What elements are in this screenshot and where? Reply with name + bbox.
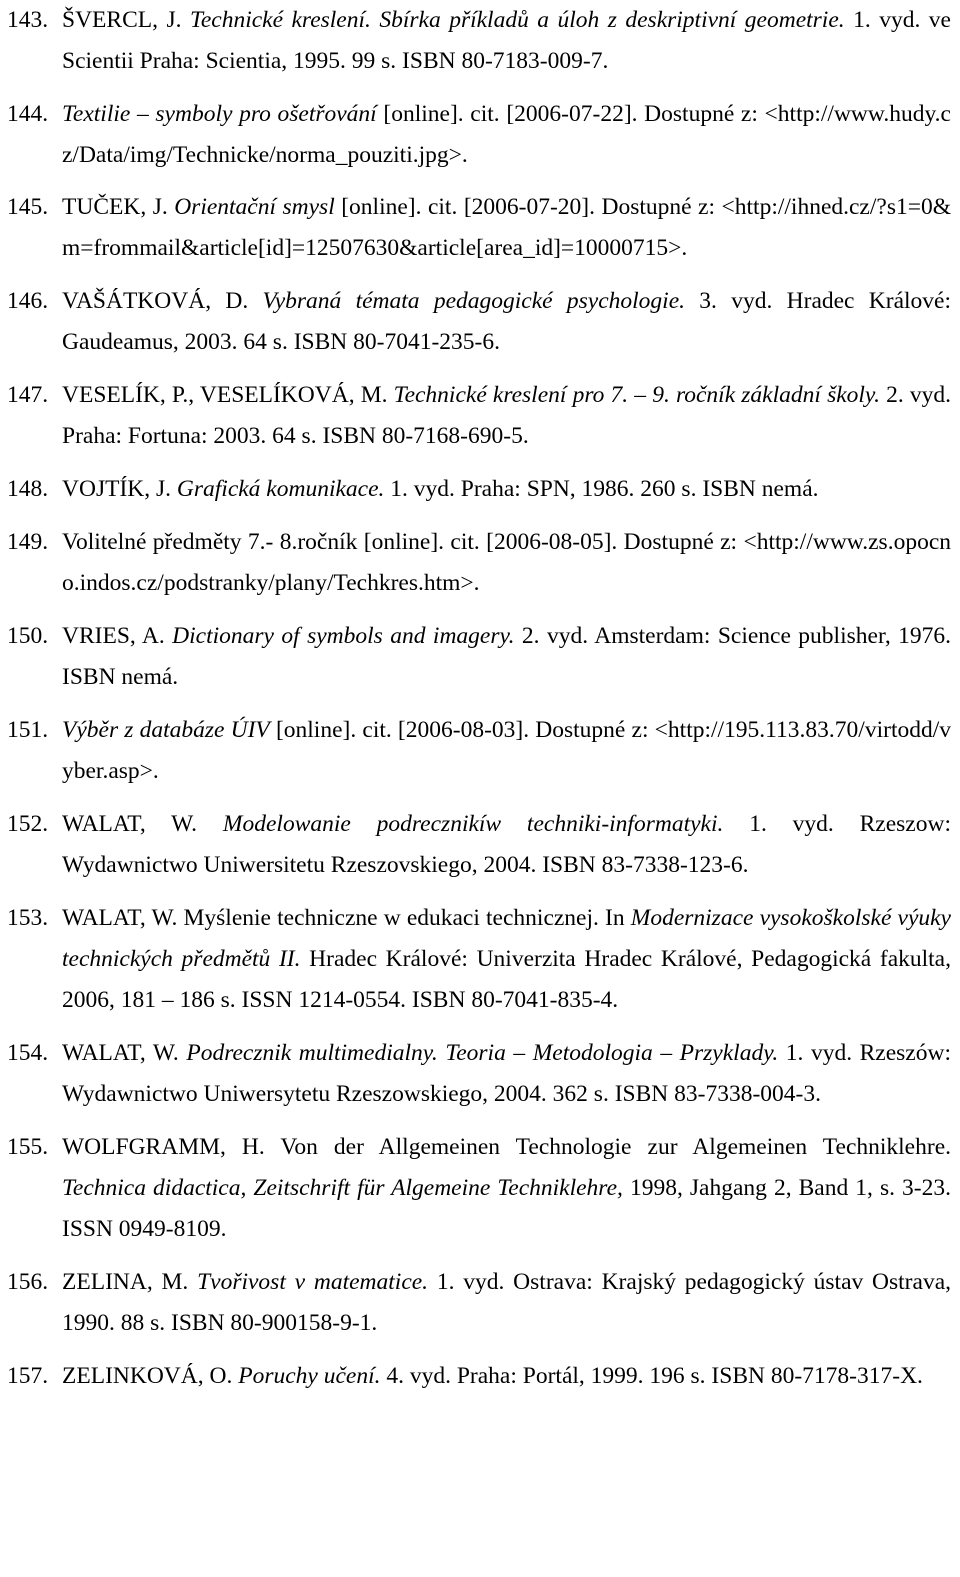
reference-number: 144.	[7, 101, 49, 127]
reference-number: 148.	[7, 476, 49, 502]
reference-segment: TUČEK, J.	[62, 194, 175, 220]
reference-segment: [online]. cit. [2006-08-03]. Dostupné z:	[269, 717, 655, 743]
reference-number: 157.	[7, 1363, 49, 1389]
reference-text	[62, 187, 951, 269]
reference-entry	[7, 1127, 951, 1250]
reference-segment: 1998, Jahgang 2, Band 1, s. 3-23. ISSN 0949-8109.	[62, 1175, 951, 1242]
reference-text	[62, 898, 951, 1021]
reference-title: Technické kreslení pro 7. – 9. ročník základní školy.	[393, 382, 880, 408]
reference-title: Modelowanie podrecznikíw techniki-informatyki.	[222, 811, 724, 837]
reference-number: 155.	[7, 1134, 49, 1160]
reference-title: Poruchy učení.	[238, 1363, 381, 1389]
reference-title: Grafická komunikace.	[176, 476, 385, 502]
reference-title: Vybraná témata pedagogické psychologie.	[262, 288, 686, 314]
reference-number: 149.	[7, 529, 49, 555]
reference-number: 152.	[7, 811, 49, 837]
reference-number: 151.	[7, 717, 49, 743]
reference-text	[62, 375, 951, 457]
reference-segment: 2. vyd. Praha: Fortuna: 2003. 64 s. ISBN 80-7168-690-5.	[62, 382, 952, 449]
reference-segment: ZELINKOVÁ, O.	[62, 1363, 239, 1389]
reference-segment: 1. vyd. ve Scientii Praha: Scientia, 1995. 99 s. ISBN 80-7183-009-7.	[62, 7, 951, 74]
reference-text	[62, 0, 951, 82]
reference-entry	[7, 1356, 951, 1397]
reference-title: Orientační smysl	[174, 194, 335, 220]
reference-segment: VRIES, A.	[62, 623, 173, 649]
reference-title: Technické kreslení. Sbírka příkladů a úloh z deskriptivní geometrie.	[189, 7, 845, 33]
reference-list	[7, 0, 951, 1397]
reference-segment: [online]. cit. [2006-07-22]. Dostupné z:	[376, 101, 765, 127]
reference-segment: WALAT, W. Myślenie techniczne w edukaci technicznej. In	[62, 905, 631, 931]
reference-entry	[7, 804, 951, 886]
reference-entry	[7, 1033, 951, 1115]
reference-number: 145.	[7, 194, 49, 220]
reference-segment: WALAT, W.	[62, 1040, 187, 1066]
reference-url: <http://ihned.cz/?s1=0&m=frommail&article[id]=12507630&article[area_id]=10000715>.	[62, 194, 951, 261]
reference-text	[62, 469, 951, 510]
reference-entry	[7, 1262, 951, 1344]
reference-segment: 4. vyd. Praha: Portál, 1999. 196 s. ISBN 80-7178-317-X.	[380, 1363, 923, 1389]
reference-number: 143.	[7, 7, 49, 33]
reference-url: <http://www.zs.opocno.indos.cz/podstranky/plany/Techkres.htm>.	[62, 529, 951, 596]
reference-segment: Hradec Králové: Univerzita Hradec Králové, Pedagogická fakulta, 2006, 181 – 186 s. ISSN 1214-0554. ISBN 80-7041-835-4.	[62, 946, 951, 1013]
reference-entry	[7, 616, 951, 698]
reference-entry	[7, 281, 951, 363]
reference-segment: VAŠÁTKOVÁ, D.	[62, 288, 263, 314]
reference-text	[62, 1356, 951, 1397]
reference-title: Technica didactica, Zeitschrift für Algemeine Techniklehre,	[62, 1175, 623, 1201]
reference-title: Dictionary of symbols and imagery.	[172, 623, 515, 649]
reference-number: 154.	[7, 1040, 49, 1066]
reference-segment: WOLFGRAMM, H. Von der Allgemeinen Technologie zur Algemeinen Techniklehre.	[62, 1134, 951, 1160]
reference-text	[62, 1127, 951, 1250]
reference-title: Modernizace vysokoškolské výuky technických předmětů II.	[62, 905, 951, 972]
reference-number: 156.	[7, 1269, 49, 1295]
reference-segment: 1. vyd. Rzeszow: Wydawnictwo Uniwersitetu Rzeszovskiego, 2004. ISBN 83-7338-123-6.	[62, 811, 951, 878]
reference-text	[62, 710, 951, 792]
reference-entry	[7, 94, 951, 176]
reference-entry	[7, 710, 951, 792]
reference-entry	[7, 375, 951, 457]
reference-segment: 1. vyd. Praha: SPN, 1986. 260 s. ISBN nemá.	[384, 476, 819, 502]
reference-segment: VESELÍK, P., VESELÍKOVÁ, M.	[62, 382, 394, 408]
reference-url: <http://195.113.83.70/virtodd/vyber.asp>.	[62, 717, 951, 784]
reference-segment: ŠVERCL, J.	[62, 7, 190, 33]
reference-url: <http://www.hudy.cz/Data/img/Technicke/norma_pouziti.jpg>.	[62, 101, 951, 168]
reference-segment: 2. vyd. Amsterdam: Science publisher, 1976. ISBN nemá.	[62, 623, 952, 690]
reference-text	[62, 1033, 951, 1115]
reference-number: 147.	[7, 382, 49, 408]
reference-segment: [online]. cit. [2006-07-20]. Dostupné z:	[334, 194, 722, 220]
reference-segment: Volitelné předměty 7.- 8.ročník [online]. cit. [2006-08-05]. Dostupné z:	[62, 529, 744, 555]
reference-number: 150.	[7, 623, 49, 649]
reference-text	[62, 616, 951, 698]
reference-entry	[7, 469, 951, 510]
reference-entry	[7, 0, 951, 82]
reference-text	[62, 94, 951, 176]
reference-segment: 3. vyd. Hradec Králové: Gaudeamus, 2003. 64 s. ISBN 80-7041-235-6.	[62, 288, 951, 355]
reference-title: Podrecznik multimedialny. Teoria – Metodologia – Przyklady.	[186, 1040, 779, 1066]
reference-segment: 1. vyd. Ostrava: Krajský pedagogický ústav Ostrava, 1990. 88 s. ISBN 80-900158-9-1.	[62, 1269, 951, 1336]
reference-text	[62, 281, 951, 363]
reference-number: 153.	[7, 905, 49, 931]
reference-segment: WALAT, W.	[62, 811, 223, 837]
reference-number: 146.	[7, 288, 49, 314]
reference-entry	[7, 187, 951, 269]
reference-segment: VOJTÍK, J.	[62, 476, 177, 502]
reference-entry	[7, 898, 951, 1021]
reference-text	[62, 1262, 951, 1344]
reference-title: Textilie – symboly pro ošetřování	[62, 101, 377, 127]
reference-segment: ZELINA, M.	[62, 1269, 198, 1295]
reference-text	[62, 522, 951, 604]
reference-title: Výběr z databáze ÚIV	[62, 717, 270, 743]
reference-entry	[7, 522, 951, 604]
reference-segment: 1. vyd. Rzeszów: Wydawnictwo Uniwersytetu Rzeszowskiego, 2004. 362 s. ISBN 83-7338-004-3.	[62, 1040, 951, 1107]
reference-title: Tvořivost v matematice.	[197, 1269, 429, 1295]
reference-text	[62, 804, 951, 886]
